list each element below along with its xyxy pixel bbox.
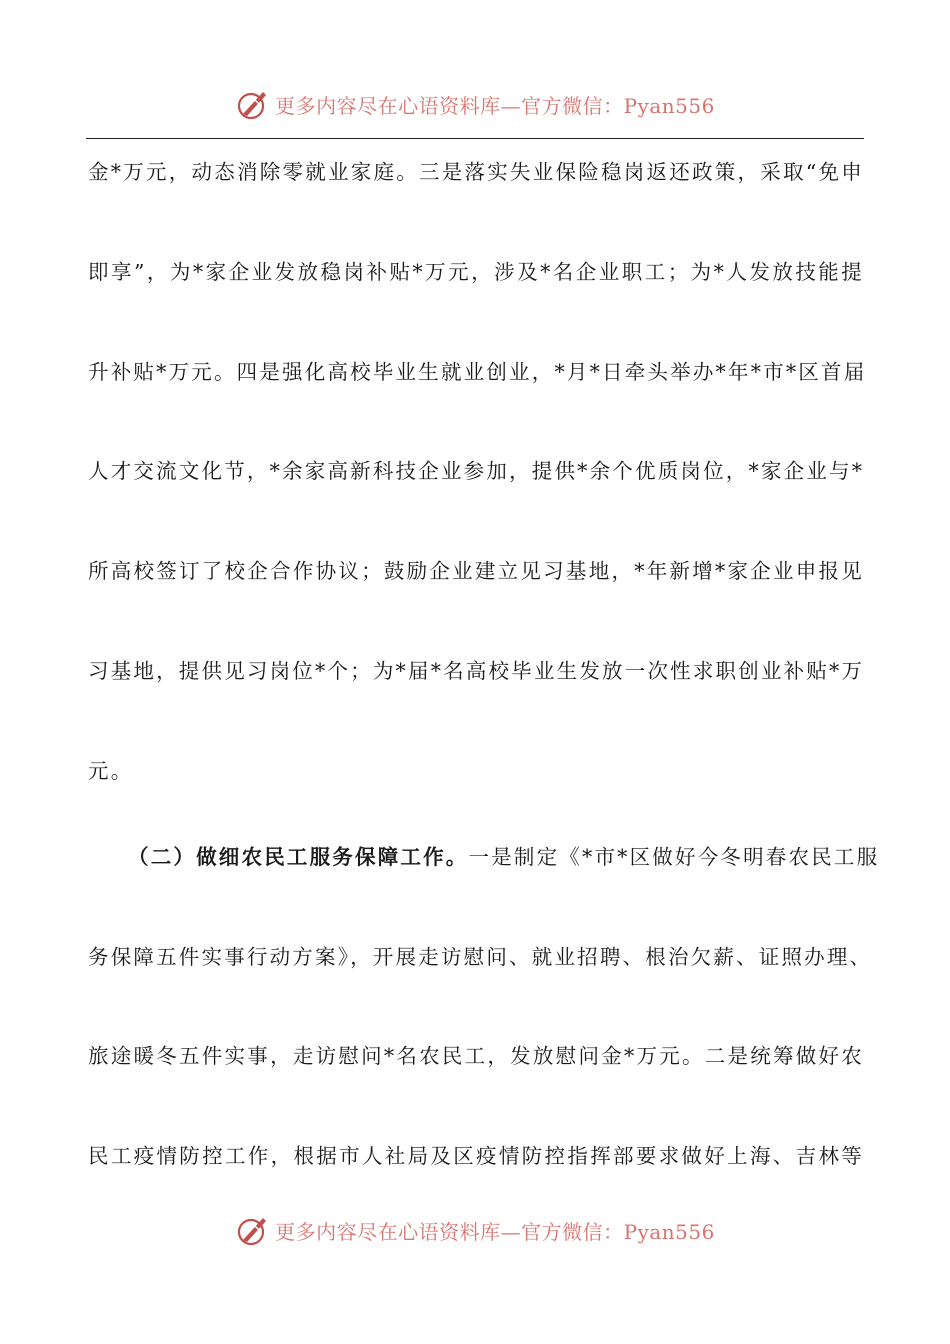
footer-banner-text: 更多内容尽在心语资料库—官方微信：Pyan556: [275, 1219, 715, 1244]
section-2-first-line-text: 一是制定《*市*区做好今冬明春农民工服: [468, 845, 880, 869]
text-line: 民工疫情防控工作，根据市人社局及区疫情防控指挥部要求做好上海、吉林等: [88, 1144, 864, 1168]
header-banner: [0, 84, 950, 124]
text-line: 习基地，提供见习岗位*个；为*届*名高校毕业生发放一次性求职创业补贴*万: [88, 659, 865, 683]
header-divider: [86, 138, 864, 139]
text-line: 元。: [88, 759, 134, 783]
text-line: 升补贴*万元。四是强化高校毕业生就业创业，*月*日牵头举办*年*市*区首届: [88, 360, 867, 384]
text-line: 人才交流文化节，*余家高新科技企业参加，提供*余个优质岗位，*家企业与*: [88, 459, 865, 483]
text-line: 即享”，为*家企业发放稳岗补贴*万元，涉及*名企业职工；为*人发放技能提: [88, 260, 864, 284]
section-2-first-line: [128, 842, 880, 872]
text-line: 务保障五件实事行动方案》，开展走访慰问、就业招聘、根治欠薪、证照办理、: [88, 945, 873, 969]
quill-pen-logo-icon: [235, 86, 271, 122]
text-line: 所高校签订了校企合作协议；鼓励企业建立见习基地，*年新增*家企业申报见: [88, 559, 864, 583]
text-line: 旅途暖冬五件实事，走访慰问*名农民工，发放慰问金*万元。二是统筹做好农: [88, 1044, 864, 1068]
footer-banner: [0, 1210, 950, 1250]
text-line: 金*万元，动态消除零就业家庭。三是落实失业保险稳岗返还政策，采取“免申: [88, 160, 864, 184]
section-2-heading: （二）做细农民工服务保障工作。: [128, 845, 469, 869]
header-banner-text: 更多内容尽在心语资料库—官方微信：Pyan556: [275, 93, 715, 118]
quill-pen-logo-icon: [235, 1212, 271, 1248]
